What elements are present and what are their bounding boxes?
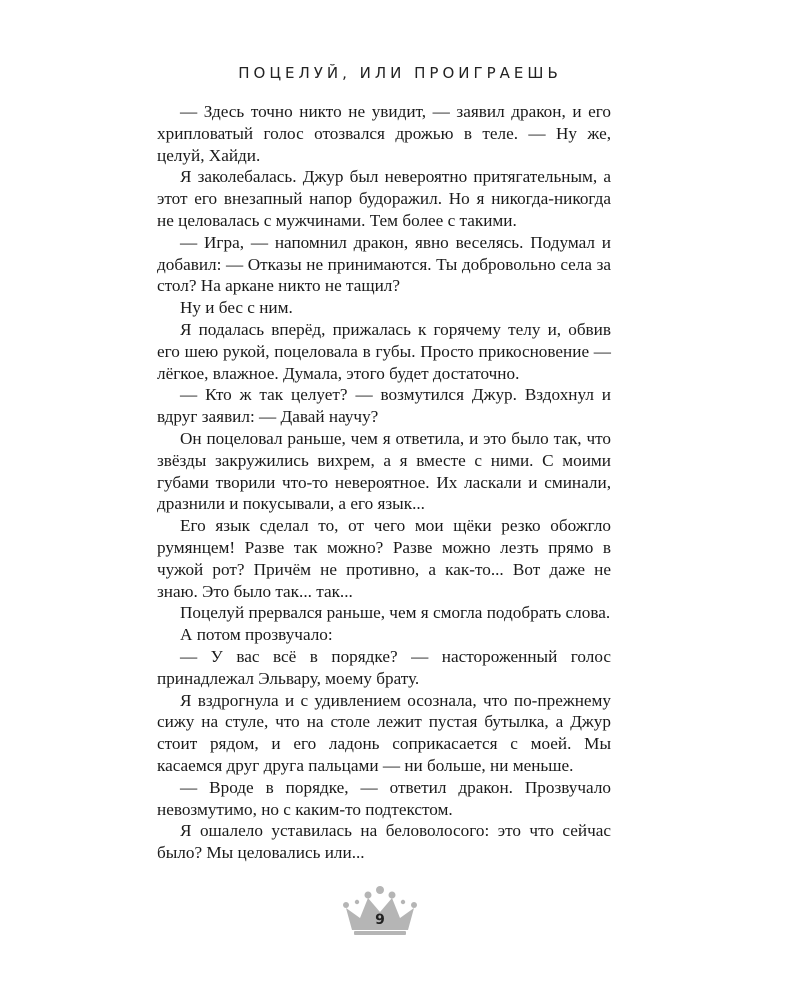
paragraph: Я ошалело уставилась на беловолосого: это что сейчас было? Мы целовались или... — [157, 821, 611, 863]
paragraph: А потом прозвучало: — [180, 625, 333, 645]
page-folio — [340, 886, 420, 936]
paragraph: Его язык сделал то, от чего мои щёки резко обожгло румянцем! Разве так можно? Разве можно лезть прямо в чужой рот? Причём не противно, а как-то... Вот даже не знаю. Это было так... так... — [157, 516, 611, 601]
page-number: 9 — [375, 912, 385, 928]
paragraph: Я подалась вперёд, прижалась к горячему телу и, обвив его шею рукой, поцеловала в губы. Просто прикосновение — лёгкое, влажное. Думала, этого будет достаточно. — [157, 319, 611, 383]
running-title: ПОЦЕЛУЙ, ИЛИ ПРОИГРАЕШЬ — [238, 64, 562, 82]
paragraph: — Вроде в порядке, — ответил дракон. Прозвучало невозмутимо, но с каким-то подтекстом. — [157, 777, 611, 819]
paragraph: Я вздрогнула и с удивлением осознала, что по-прежнему сижу на стуле, что на столе лежит пустая бутылка, а Джур стоит рядом, и его ладонь соприкасается с моей. Мы касаемся друг друга пальцами — ни больше, ни меньше. — [157, 690, 611, 775]
paragraph: — У вас всё в порядке? — настороженный голос принадлежал Эльвару, моему брату. — [157, 646, 611, 688]
crown-icon — [340, 886, 420, 936]
paragraph: — Здесь точно никто не увидит, — заявил дракон, и его хрипловатый голос отозвался дрожью в теле. — Ну же, целуй, Хайди. — [157, 102, 611, 165]
paragraph: Поцелуй прервался раньше, чем я смогла подобрать слова. — [180, 603, 611, 623]
page-body — [157, 101, 611, 864]
paragraph: Я заколебалась. Джур был невероятно притягательным, а этот его внезапный напор будоражил. Но я никогда-никогда не целовалась с мужчинами. Тем более с такими. — [157, 167, 611, 230]
paragraph: Он поцеловал раньше, чем я ответила, и это было так, что звёзды закружились вихрем, а я вместе с ними. С моими губами творили что-то невероятное. Их ласкали и сминали, дразнили и покусывали, а его язык... — [157, 428, 611, 514]
paragraph: Ну и бес с ним. — [180, 298, 293, 318]
paragraph: — Кто ж так целует? — возмутился Джур. Вздохнул и вдруг заявил: — Давай научу? — [157, 385, 611, 427]
paragraph: — Игра, — напомнил дракон, явно веселясь. Подумал и добавил: — Отказы не принимаются. Ты добровольно села за стол? На аркане никто не тащил? — [157, 232, 611, 296]
